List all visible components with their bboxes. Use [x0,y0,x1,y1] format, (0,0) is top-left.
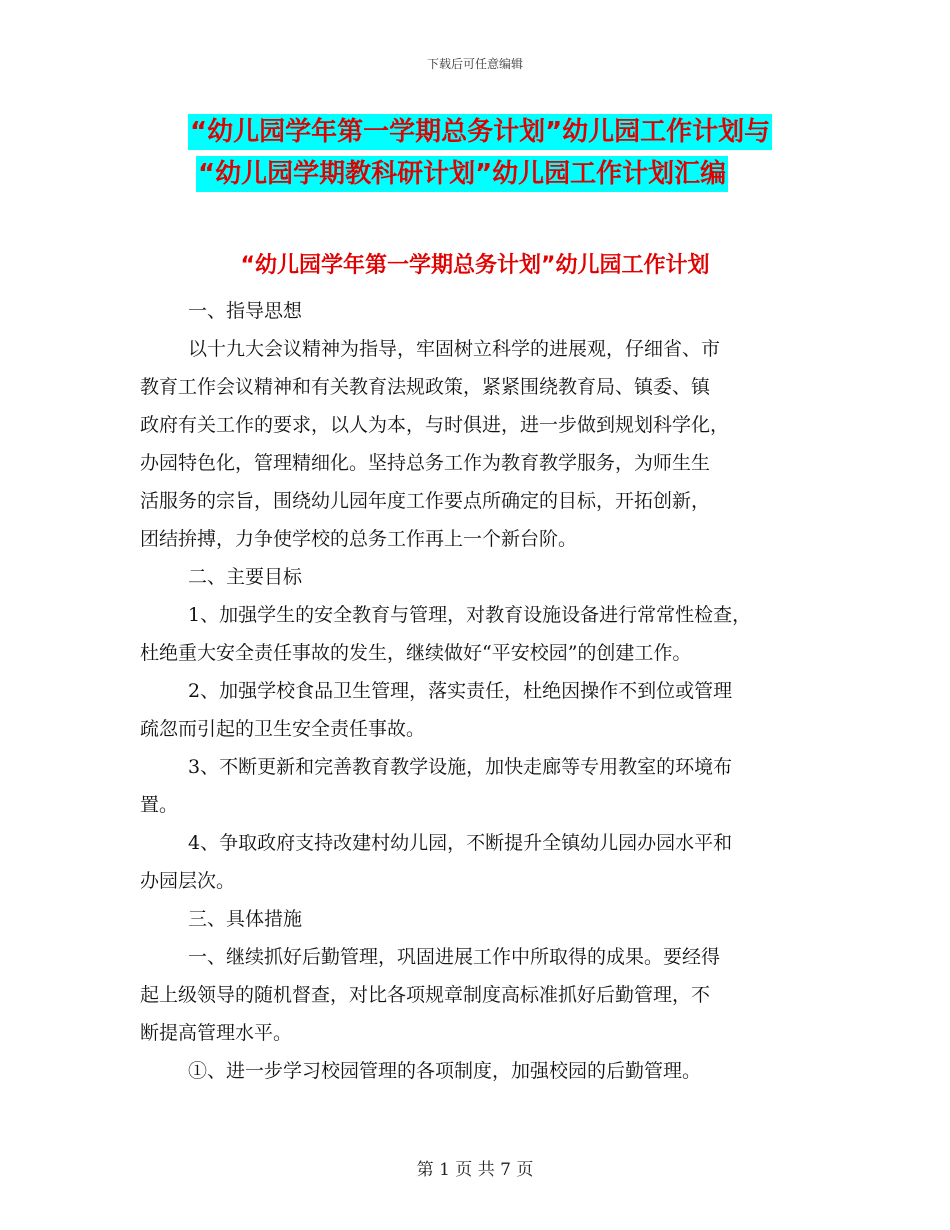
paragraph-line: 2、加强学校食品卫生管理，落实责任，杜绝因操作不到位或管理 [188,680,733,702]
main-title-line-2: “幼儿园学期教科研计划”幼儿园工作计划汇编 [196,156,728,192]
paragraph-line: 1、加强学生的安全教育与管理，对教育设施设备进行常常性检查， [188,604,752,626]
paragraph-line: 团结拚搏，力争使学校的总务工作再上一个新台阶。 [140,528,578,550]
paragraph-line: 4、争取政府支持改建村幼儿园，不断提升全镇幼儿园办园水平和 [188,832,733,854]
section-title: “幼儿园学年第一学期总务计划”幼儿园工作计划 [240,253,710,278]
paragraph-line: 3、不断更新和完善教育教学设施，加快走廊等专用教室的环境布 [188,756,733,778]
paragraph-line: 起上级领导的随机督查，对比各项规章制度高标准抓好后勤管理，不 [140,984,711,1006]
heading-specific-measures: 三、具体措施 [188,908,303,930]
paragraph-line: ①、进一步学习校园管理的各项制度，加强校园的后勤管理。 [188,1060,702,1082]
document-body [140,292,820,1090]
main-title-line-1: “幼儿园学年第一学期总务计划”幼儿园工作计划与 [188,114,772,150]
heading-guiding-thought: 一、指导思想 [188,300,303,322]
paragraph-line: 置。 [140,794,179,816]
paragraph-line: 办园特色化，管理精细化。坚持总务工作为教育教学服务，为师生生 [140,452,711,474]
paragraph-line: 办园层次。 [140,870,236,892]
page-footer: 第 1 页 共 7 页 [416,1160,534,1180]
paragraph-line: 活服务的宗旨，围绕幼儿园年度工作要点所确定的目标，开拓创新， [140,490,711,512]
paragraph-line: 断提高管理水平。 [140,1022,293,1044]
paragraph-line: 杜绝重大安全责任事故的发生，继续做好“平安校园”的创建工作。 [140,642,692,664]
header-note: 下载后可任意编辑 [426,57,523,71]
paragraph-line: 教育工作会议精神和有关教育法规政策，紧紧围绕教育局、镇委、镇 [140,376,711,398]
paragraph-line: 以十九大会议精神为指导，牢固树立科学的进展观，仔细省、市 [188,338,721,360]
paragraph-line: 一、继续抓好后勤管理，巩固进展工作中所取得的成果。要经得 [188,946,721,968]
paragraph-line: 疏忽而引起的卫生安全责任事故。 [140,718,426,740]
paragraph-line: 政府有关工作的要求，以人为本，与时俱进，进一步做到规划科学化， [140,414,730,436]
heading-main-goals: 二、主要目标 [188,566,303,588]
